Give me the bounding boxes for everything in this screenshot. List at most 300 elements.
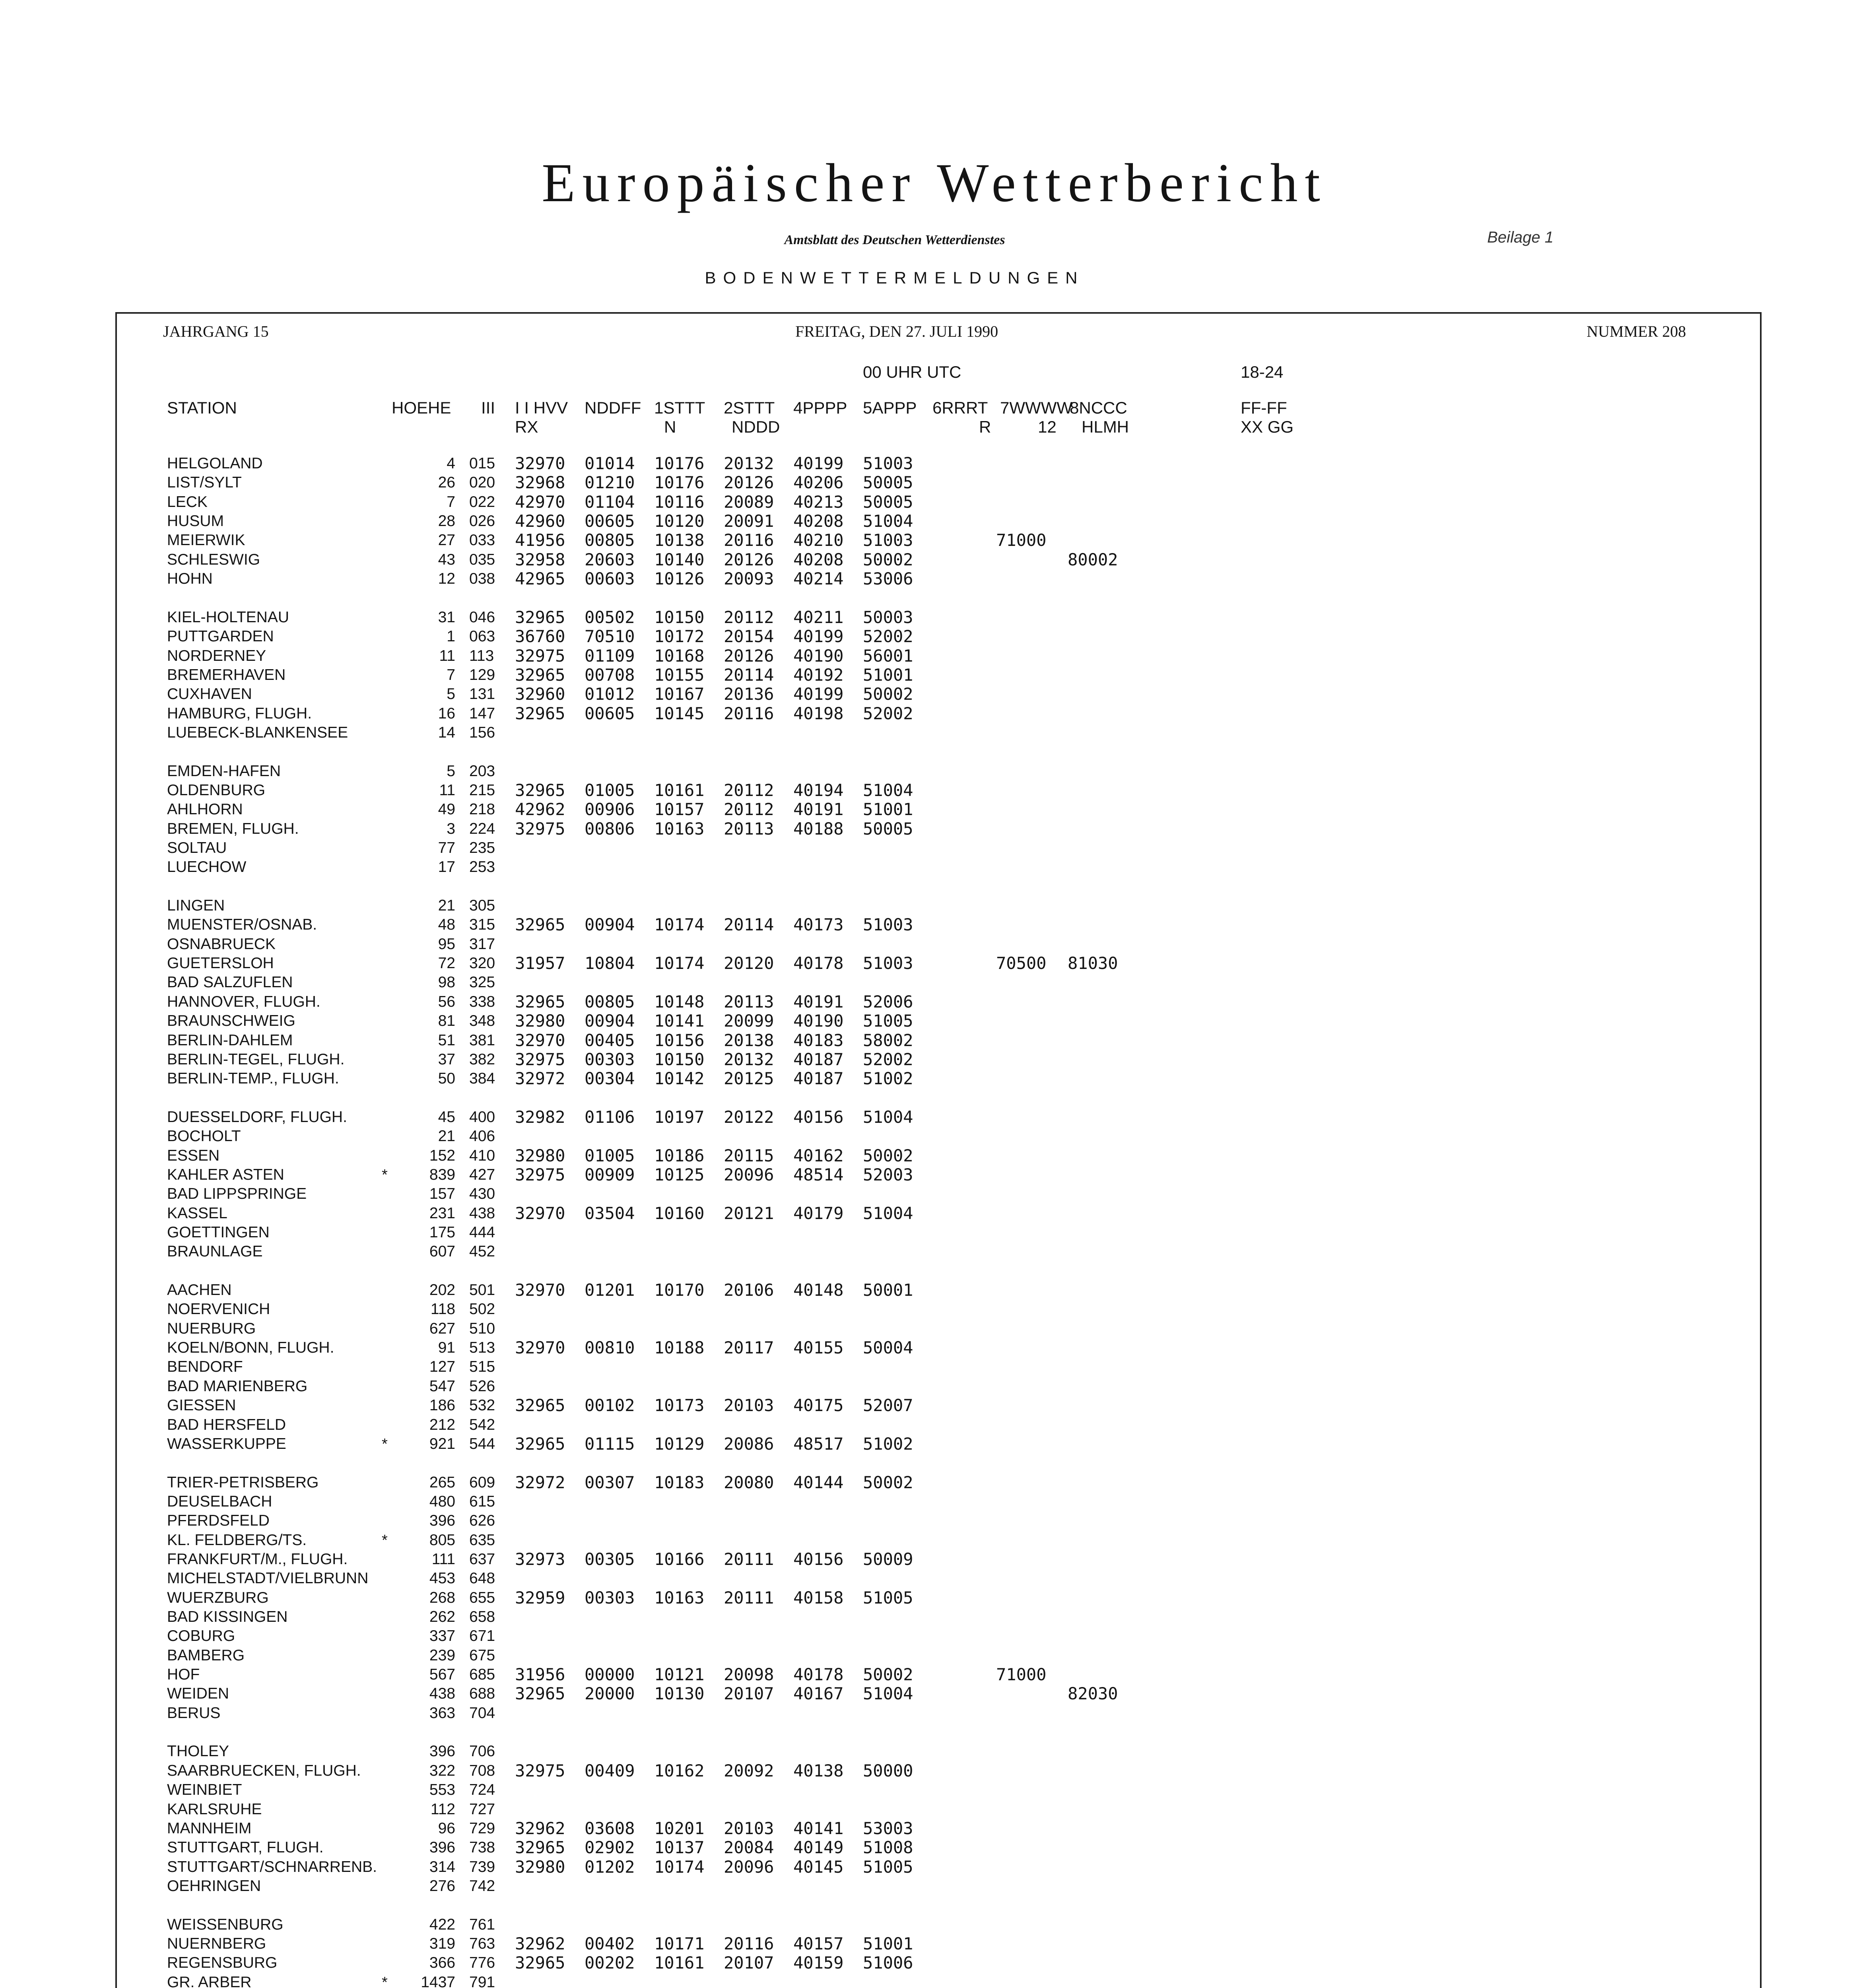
station-number: 526 (469, 1377, 495, 1395)
mountain-station-mark: * (382, 1166, 388, 1183)
station-number: 305 (469, 897, 495, 914)
synop-group: 20603 (585, 549, 635, 569)
station-name: BAD HERSFELD (167, 1416, 286, 1433)
synop-group: 10155 (654, 665, 705, 685)
station-name: MEIERWIK (167, 532, 245, 549)
synop-group: 53006 (863, 569, 913, 589)
synop-group: 20096 (724, 1165, 774, 1184)
synop-group: 00405 (585, 1030, 635, 1050)
table-row (0, 493, 1857, 512)
station-number: 635 (469, 1531, 495, 1549)
table-row (0, 1031, 1857, 1050)
table-row (0, 954, 1857, 973)
table-row (0, 1646, 1857, 1665)
synop-group: 40208 (793, 511, 844, 531)
synop-group: 53003 (863, 1818, 913, 1838)
station-height: 438 (429, 1685, 455, 1703)
synop-group: 20084 (724, 1838, 774, 1858)
synop-group: 40159 (793, 1953, 844, 1973)
synop-group: 32965 (515, 703, 565, 723)
synop-group: 32959 (515, 1588, 565, 1607)
synop-group: 00202 (585, 1953, 635, 1973)
synop-group: 50003 (863, 607, 913, 627)
station-number: 776 (469, 1954, 495, 1972)
station-name: TRIER-PETRISBERG (167, 1474, 319, 1491)
station-number: 452 (469, 1243, 495, 1260)
table-row (0, 1357, 1857, 1376)
synop-group: 40149 (793, 1838, 844, 1858)
synop-group: 51004 (863, 511, 913, 531)
table-row (0, 1396, 1857, 1415)
synop-group: 20096 (724, 1857, 774, 1877)
station-number: 406 (469, 1128, 495, 1145)
synop-group: 10186 (654, 1145, 705, 1165)
synop-group: 10172 (654, 627, 705, 646)
station-number: 704 (469, 1704, 495, 1722)
station-number: 739 (469, 1858, 495, 1875)
station-number: 791 (469, 1973, 495, 1988)
weather-group: 71000 (996, 1665, 1047, 1685)
station-number: 400 (469, 1108, 495, 1126)
synop-group: 10129 (654, 1434, 705, 1454)
synop-group: 10176 (654, 473, 705, 493)
station-number: 315 (469, 916, 495, 934)
table-row (0, 1377, 1857, 1396)
synop-group: 01005 (585, 780, 635, 800)
synop-group: 40194 (793, 780, 844, 800)
synop-group: 01202 (585, 1857, 635, 1877)
station-name: KAHLER ASTEN (167, 1166, 284, 1183)
synop-group: 51005 (863, 1588, 913, 1607)
station-number: 235 (469, 839, 495, 856)
station-height: 72 (438, 955, 455, 972)
synop-group: 10121 (654, 1665, 705, 1685)
col-5appp: 5APPP (863, 398, 917, 417)
station-height: 396 (429, 1743, 455, 1760)
station-name: SOLTAU (167, 839, 227, 856)
synop-group: 00402 (585, 1934, 635, 1953)
station-height: 231 (429, 1204, 455, 1222)
station-number: 513 (469, 1339, 495, 1357)
synop-group: 32973 (515, 1549, 565, 1569)
synop-group: 32965 (515, 1434, 565, 1454)
col-4pppp: 4PPPP (793, 398, 847, 417)
synop-group: 50005 (863, 819, 913, 839)
synop-group: 20111 (724, 1588, 774, 1607)
station-height: 175 (429, 1224, 455, 1241)
station-name: PFERDSFELD (167, 1512, 270, 1530)
synop-group: 20112 (724, 607, 774, 627)
station-name: OLDENBURG (167, 781, 266, 799)
synop-group: 00805 (585, 530, 635, 550)
synop-group: 40199 (793, 684, 844, 704)
synop-group: 10116 (654, 492, 705, 512)
synop-group: 10130 (654, 1684, 705, 1704)
cloud-group: 81030 (1068, 953, 1118, 973)
synop-group: 40191 (793, 992, 844, 1011)
date-label: FREITAG, DEN 27. JULI 1990 (795, 322, 998, 340)
synop-group: 10168 (654, 646, 705, 666)
synop-group: 40179 (793, 1203, 844, 1223)
station-height: 157 (429, 1185, 455, 1203)
station-height: 276 (429, 1877, 455, 1895)
synop-group: 32972 (515, 1069, 565, 1089)
synop-group: 32970 (515, 1280, 565, 1300)
table-row (0, 915, 1857, 934)
synop-group: 20103 (724, 1396, 774, 1415)
synop-group: 10140 (654, 549, 705, 569)
synop-group: 20125 (724, 1069, 774, 1089)
station-name: LINGEN (167, 897, 225, 914)
synop-group: 51005 (863, 1857, 913, 1877)
col-nddff: NDDFF (585, 398, 641, 417)
synop-group: 20122 (724, 1107, 774, 1127)
table-row (0, 935, 1857, 954)
station-height: 14 (438, 724, 455, 741)
col-7wwww: 7WWWW (1000, 398, 1072, 417)
table-row (0, 1435, 1857, 1454)
synop-group: 32968 (515, 473, 565, 493)
station-height: 7 (447, 666, 455, 683)
table-row (0, 1492, 1857, 1511)
station-name: WEISSENBURG (167, 1916, 284, 1933)
synop-group: 00906 (585, 800, 635, 819)
synop-group: 10145 (654, 703, 705, 723)
synop-group: 10150 (654, 607, 705, 627)
synop-group: 50001 (863, 1280, 913, 1300)
synop-group: 51004 (863, 1203, 913, 1223)
station-height: 45 (438, 1108, 455, 1126)
col-12: 12 (1038, 417, 1057, 436)
station-number: 655 (469, 1589, 495, 1606)
station-height: 37 (438, 1050, 455, 1068)
col-nddd: NDDD (732, 417, 780, 436)
cloud-group: 80002 (1068, 549, 1118, 569)
station-height: 212 (429, 1416, 455, 1433)
station-height: 921 (429, 1435, 455, 1452)
synop-group: 10120 (654, 511, 705, 531)
station-height: 56 (438, 993, 455, 1010)
table-row (0, 1588, 1857, 1607)
station-number: 156 (469, 724, 495, 741)
synop-group: 01201 (585, 1280, 635, 1300)
table-row (0, 1011, 1857, 1031)
table-row (0, 1607, 1857, 1627)
station-number: 706 (469, 1743, 495, 1760)
synop-group: 40155 (793, 1338, 844, 1358)
station-height: 21 (438, 897, 455, 914)
station-height: 27 (438, 532, 455, 549)
synop-group: 48517 (793, 1434, 844, 1454)
synop-group: 20107 (724, 1684, 774, 1704)
station-height: 547 (429, 1377, 455, 1395)
synop-group: 58002 (863, 1030, 913, 1050)
station-height: 7 (447, 493, 455, 511)
station-height: 12 (438, 570, 455, 588)
synop-group: 20120 (724, 953, 774, 973)
station-height: 48 (438, 916, 455, 934)
synop-group: 01104 (585, 492, 635, 512)
table-row (0, 685, 1857, 704)
station-name: BENDORF (167, 1358, 243, 1376)
station-number: 430 (469, 1185, 495, 1203)
table-row (0, 569, 1857, 588)
synop-group: 00605 (585, 703, 635, 723)
table-row (0, 1915, 1857, 1934)
station-name: EMDEN-HAFEN (167, 762, 281, 780)
station-height: 31 (438, 608, 455, 626)
col-n: N (664, 417, 676, 436)
table-row (0, 1108, 1857, 1127)
station-height: 839 (429, 1166, 455, 1183)
col-ihvv: I I HVV (515, 398, 568, 417)
table-row (0, 1165, 1857, 1184)
synop-group: 40192 (793, 665, 844, 685)
table-row (0, 762, 1857, 781)
station-height: 5 (447, 762, 455, 780)
synop-group: 10160 (654, 1203, 705, 1223)
station-number: 381 (469, 1031, 495, 1049)
table-row (0, 1934, 1857, 1953)
station-height: 319 (429, 1935, 455, 1952)
station-number: 727 (469, 1800, 495, 1818)
station-height: 91 (438, 1339, 455, 1357)
synop-group: 20132 (724, 454, 774, 473)
synop-group: 10163 (654, 1588, 705, 1607)
station-height: 16 (438, 705, 455, 722)
synop-group: 51001 (863, 800, 913, 819)
station-name: STUTTGART, FLUGH. (167, 1839, 324, 1856)
synop-group: 00708 (585, 665, 635, 685)
station-number: 020 (469, 474, 495, 491)
table-row (0, 1819, 1857, 1838)
table-row (0, 1704, 1857, 1723)
synop-group: 20114 (724, 915, 774, 935)
col-6rrrt: 6RRRT (932, 398, 988, 417)
weather-group: 70500 (996, 953, 1047, 973)
synop-group: 52006 (863, 992, 913, 1011)
table-row (0, 819, 1857, 839)
synop-group: 20116 (724, 530, 774, 550)
synop-group: 20116 (724, 1934, 774, 1953)
synop-group: 01210 (585, 473, 635, 493)
synop-group: 03504 (585, 1203, 635, 1223)
synop-group: 02902 (585, 1838, 635, 1858)
synop-group: 40190 (793, 1011, 844, 1031)
col-2sttt: 2STTT (724, 398, 775, 417)
synop-group: 42965 (515, 569, 565, 589)
synop-group: 51001 (863, 1934, 913, 1953)
station-name: WUERZBURG (167, 1589, 269, 1606)
station-name: WASSERKUPPE (167, 1435, 286, 1452)
synop-group: 20114 (724, 665, 774, 685)
synop-group: 10138 (654, 530, 705, 550)
station-height: 805 (429, 1531, 455, 1549)
synop-group: 32970 (515, 1203, 565, 1223)
synop-group: 10161 (654, 1953, 705, 1973)
synop-group: 40206 (793, 473, 844, 493)
station-name: KASSEL (167, 1204, 227, 1222)
station-name: WEINBIET (167, 1781, 242, 1799)
synop-group: 32965 (515, 915, 565, 935)
station-height: 127 (429, 1358, 455, 1376)
synop-group: 40138 (793, 1761, 844, 1780)
station-number: 038 (469, 570, 495, 588)
synop-group: 40144 (793, 1472, 844, 1492)
synop-group: 20098 (724, 1665, 774, 1685)
synop-group: 20112 (724, 800, 774, 819)
synop-group: 10148 (654, 992, 705, 1011)
synop-group: 32965 (515, 1838, 565, 1858)
synop-group: 32970 (515, 1338, 565, 1358)
station-name: REGENSBURG (167, 1954, 278, 1972)
station-height: 268 (429, 1589, 455, 1606)
table-row (0, 1953, 1857, 1972)
table-row (0, 1319, 1857, 1338)
station-name: NOERVENICH (167, 1301, 270, 1318)
col-8nccc: 8NCCC (1070, 398, 1127, 417)
synop-group: 40145 (793, 1857, 844, 1877)
station-number: 510 (469, 1320, 495, 1337)
table-row (0, 1415, 1857, 1435)
synop-group: 32958 (515, 549, 565, 569)
synop-group: 50000 (863, 1761, 913, 1780)
station-number: 615 (469, 1493, 495, 1510)
synop-group: 40178 (793, 1665, 844, 1685)
station-name: LUECHOW (167, 858, 247, 876)
synop-group: 20138 (724, 1030, 774, 1050)
station-number: 761 (469, 1916, 495, 1933)
table-row (0, 531, 1857, 550)
station-name: NORDERNEY (167, 647, 266, 664)
station-height: 363 (429, 1704, 455, 1722)
station-name: DEUSELBACH (167, 1493, 272, 1510)
station-number: 215 (469, 781, 495, 799)
synop-group: 20107 (724, 1953, 774, 1973)
synop-group: 40156 (793, 1549, 844, 1569)
report-title: Europäischer Wetterbericht (542, 152, 1327, 213)
table-row (0, 666, 1857, 685)
synop-group: 52007 (863, 1396, 913, 1415)
station-number: 026 (469, 513, 495, 530)
table-row (0, 723, 1857, 742)
table-row (0, 608, 1857, 627)
station-number: 427 (469, 1166, 495, 1183)
beilage-label: Beilage 1 (1487, 229, 1554, 246)
synop-group: 10126 (654, 569, 705, 589)
synop-group: 10156 (654, 1030, 705, 1050)
table-row (0, 973, 1857, 992)
synop-group: 51006 (863, 1953, 913, 1973)
table-row (0, 1242, 1857, 1261)
station-height: 396 (429, 1839, 455, 1856)
table-row (0, 1281, 1857, 1300)
synop-group: 32965 (515, 1953, 565, 1973)
synop-group: 00304 (585, 1069, 635, 1089)
station-height: 28 (438, 513, 455, 530)
table-row (0, 1858, 1857, 1877)
synop-group: 20106 (724, 1280, 774, 1300)
col-iii: III (481, 398, 495, 417)
synop-group: 20121 (724, 1203, 774, 1223)
synop-group: 20000 (585, 1684, 635, 1704)
mountain-station-mark: * (382, 1974, 388, 1988)
synop-group: 40188 (793, 819, 844, 839)
station-name: COBURG (167, 1627, 235, 1645)
synop-group: 01106 (585, 1107, 635, 1127)
station-name: NUERBURG (167, 1320, 256, 1337)
synop-group: 51003 (863, 454, 913, 473)
synop-group: 10176 (654, 454, 705, 473)
synop-group: 20091 (724, 511, 774, 531)
synop-group: 40198 (793, 703, 844, 723)
synop-group: 51002 (863, 1069, 913, 1089)
synop-group: 10162 (654, 1761, 705, 1780)
col-rx: RX (515, 417, 538, 436)
table-row (0, 1550, 1857, 1569)
station-height: 202 (429, 1281, 455, 1299)
station-number: 501 (469, 1281, 495, 1299)
table-row (0, 1780, 1857, 1800)
synop-group: 32970 (515, 1030, 565, 1050)
col-ff-ff: FF-FF (1241, 398, 1287, 417)
synop-group: 10161 (654, 780, 705, 800)
station-height: 98 (438, 974, 455, 991)
nummer-label: NUMMER 208 (1587, 322, 1686, 340)
synop-group: 32962 (515, 1818, 565, 1838)
station-name: BRAUNLAGE (167, 1243, 263, 1260)
station-number: 626 (469, 1512, 495, 1530)
station-name: BRAUNSCHWEIG (167, 1012, 295, 1030)
synop-group: 51002 (863, 1434, 913, 1454)
synop-group: 20116 (724, 703, 774, 723)
synop-group: 10125 (654, 1165, 705, 1184)
synop-group: 50004 (863, 1338, 913, 1358)
synop-group: 00904 (585, 1011, 635, 1031)
time-label: 00 UHR UTC (863, 363, 962, 381)
synop-group: 00303 (585, 1049, 635, 1069)
synop-group: 10170 (654, 1280, 705, 1300)
station-number: 338 (469, 993, 495, 1010)
station-name: KOELN/BONN, FLUGH. (167, 1339, 334, 1357)
station-number: 724 (469, 1781, 495, 1799)
station-number: 035 (469, 551, 495, 568)
station-height: 422 (429, 1916, 455, 1933)
station-number: 671 (469, 1627, 495, 1645)
station-name: OSNABRUECK (167, 935, 276, 953)
synop-group: 00502 (585, 607, 635, 627)
station-height: 95 (438, 935, 455, 953)
synop-group: 32975 (515, 819, 565, 839)
station-name: GR. ARBER (167, 1973, 252, 1988)
station-name: BREMERHAVEN (167, 666, 286, 683)
synop-group: 10804 (585, 953, 635, 973)
table-row (0, 1627, 1857, 1646)
table-row (0, 704, 1857, 723)
synop-group: 00409 (585, 1761, 635, 1780)
synop-group: 31957 (515, 953, 565, 973)
synop-group: 48514 (793, 1165, 844, 1184)
synop-group: 01109 (585, 646, 635, 666)
station-height: 112 (430, 1800, 455, 1818)
synop-group: 00102 (585, 1396, 635, 1415)
synop-group: 50002 (863, 1665, 913, 1685)
station-number: 015 (469, 455, 495, 472)
synop-group: 32965 (515, 607, 565, 627)
station-height: 322 (429, 1762, 455, 1779)
table-row (0, 1877, 1857, 1896)
table-row (0, 1684, 1857, 1703)
